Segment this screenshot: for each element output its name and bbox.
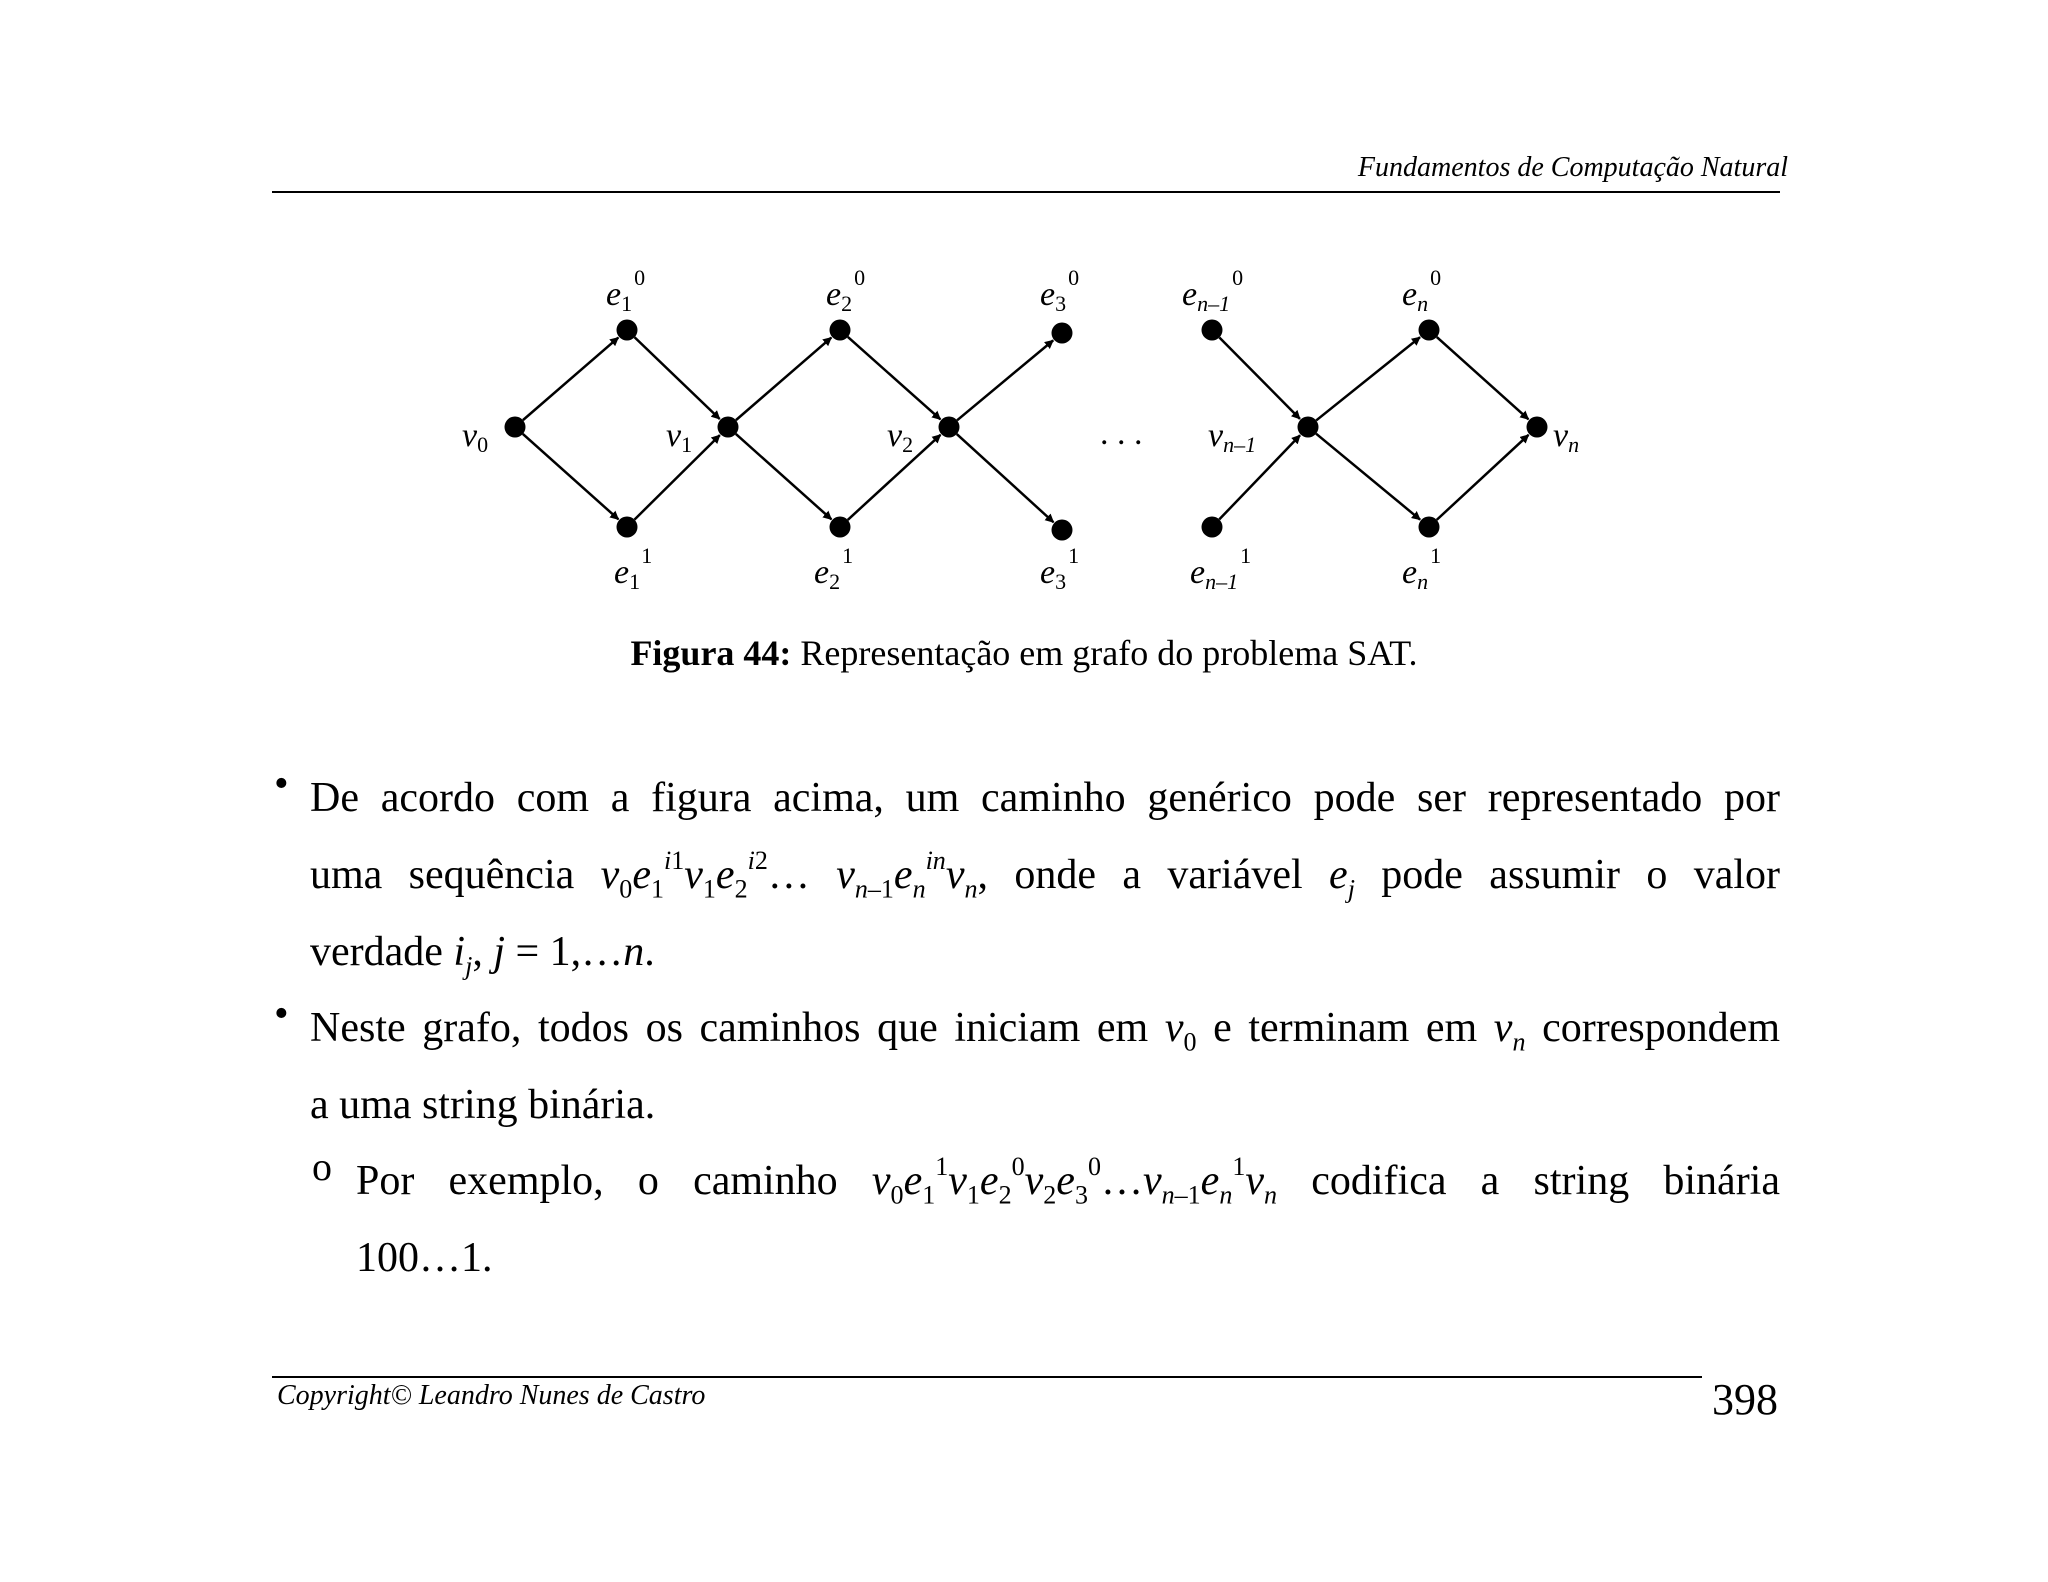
graph-node-b2 <box>830 517 851 538</box>
bottom-label-3: $e3^1$ <box>1040 543 1080 594</box>
node-label-v0: v0 <box>462 417 489 457</box>
graph-node-v1 <box>718 417 739 438</box>
bottom-label-5: $en^1$ <box>1402 543 1442 594</box>
graph-node-bn <box>1419 517 1440 538</box>
graph-edge-v1-t2 <box>736 338 831 421</box>
bottom-label-2: $e2^1$ <box>814 543 854 594</box>
graph-edge-t1-v1 <box>635 337 720 419</box>
graph-node-t1 <box>617 320 638 341</box>
graph-edge-t2-v2 <box>848 337 941 419</box>
running-header: Fundamentos de Computação Natural <box>1357 152 1788 183</box>
graph-node-vn <box>1527 417 1548 438</box>
graph-node-v0 <box>505 417 526 438</box>
bullet-binary-string: Neste grafo, todos os caminhos que iniciam em $v_0$ e terminam em $v_n$ correspondem a uma string binária. <box>310 1005 1780 1128</box>
bottom-label-1: $e1^1$ <box>614 543 653 594</box>
node-label-v1: v1 <box>666 417 693 457</box>
graph-edge-t4-vn1 <box>1219 337 1300 418</box>
graph-edge-tn-vn <box>1437 337 1529 419</box>
bullet-icon: • <box>274 761 289 807</box>
top-label-2: $e2^0$ <box>826 265 866 316</box>
graph-edge-bn-vn <box>1437 435 1529 520</box>
graph-node-vn1 <box>1298 417 1319 438</box>
node-label-vn: vn <box>1553 417 1580 457</box>
graph-node-b1 <box>617 517 638 538</box>
top-label-1: $e1^0$ <box>606 265 646 316</box>
bottom-label-4: $en-1^1$ <box>1190 543 1252 594</box>
bottom-edge-labels <box>614 543 1441 594</box>
graph-node-b4 <box>1202 517 1223 538</box>
graph-edge-v0-b1 <box>523 434 619 519</box>
sub-bullet-example: Por exemplo, o caminho $v_0e_1^1v_1e_2^0v_2e_3^0\dots v_{n-1}e_n^1v_n$ codifica a string binária 100…1. <box>356 1152 1780 1281</box>
node-label-vn-1: vn–1 <box>1208 417 1257 457</box>
graph-node-t4 <box>1202 320 1223 341</box>
graph-edge-v0-t1 <box>523 338 618 421</box>
graph-node-tn <box>1419 320 1440 341</box>
graph-node-t2 <box>830 320 851 341</box>
graph-ellipsis: . . . <box>1100 415 1143 452</box>
graph-nodes <box>505 320 1548 541</box>
bullet-path-sequence: De acordo com a figura acima, um caminho genérico pode ser representado por uma sequência $v_0e_1^{i1}v_1e_2^{i2}\dots$ $v_{n-1}e_n^{in}v_n$, onde a variável $e_j$ pode assumir o valor verdade $i_j$, j = 1,…n. <box>310 775 1781 981</box>
top-label-4: $en-1^0$ <box>1182 265 1244 316</box>
top-label-5: $en^0$ <box>1402 265 1442 316</box>
graph-edge-vn1-bn <box>1316 434 1420 520</box>
graph-node-b3 <box>1052 520 1073 541</box>
graph-node-v2 <box>939 417 960 438</box>
footer-rule <box>272 1376 1702 1378</box>
caption-text: Representação em grafo do problema SAT. <box>791 633 1418 673</box>
sat-graph <box>0 0 2048 620</box>
top-edge-labels <box>606 265 1441 316</box>
graph-edge-v1-b2 <box>736 434 832 519</box>
graph-edge-v2-b3 <box>957 434 1054 522</box>
graph-edge-vn1-tn <box>1316 337 1420 420</box>
node-label-v2: v2 <box>887 417 914 457</box>
top-label-3: $e3^0$ <box>1040 265 1080 316</box>
figure-caption <box>0 632 2048 674</box>
graph-node-t3 <box>1052 323 1073 344</box>
graph-edge-v2-t3 <box>957 340 1053 420</box>
sub-bullet-icon: o <box>312 1144 332 1189</box>
footer-copyright: Copyright© Leandro Nunes de Castro <box>277 1380 706 1411</box>
bullet-icon: • <box>274 991 289 1037</box>
caption-label: Figura 44: <box>630 633 792 673</box>
page-number: 398 <box>1712 1375 1778 1424</box>
